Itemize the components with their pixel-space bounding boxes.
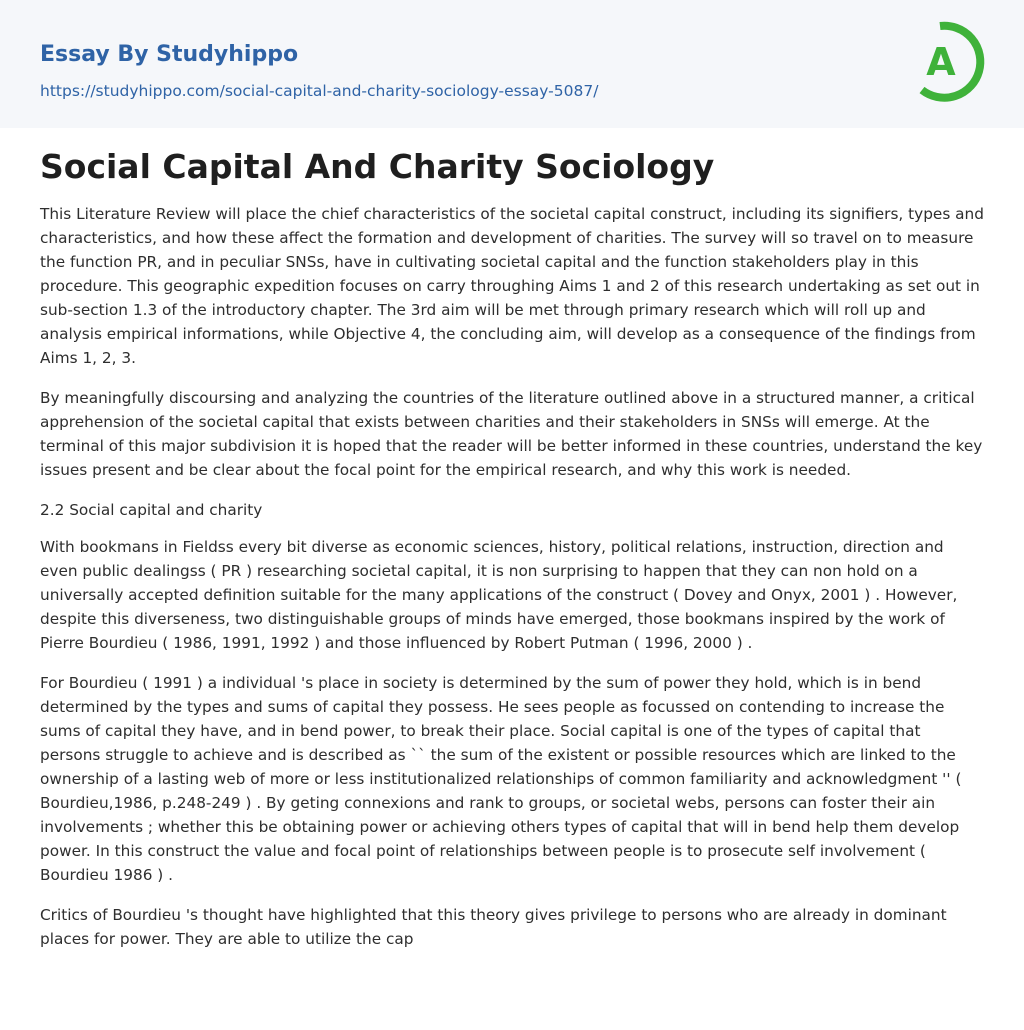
brand-title[interactable]: Essay By Studyhippo [40, 42, 299, 67]
paragraph: This Literature Review will place the chief characteristics of the societal capital construct, including its signifiers, types and characteristics, and how these affect the formation and development of charities. The survey will so travel on to measure the function PR, and in peculiar SNSs, have in cultivating societal capital and the function stakeholders play in this procedure. This geographic expedition focuses on carry throughing Aims 1 and 2 of this research undertaking as set out in sub-section 1.3 of the introductory chapter. The 3rd aim will be met through primary research which will roll up and analysis empirical informations, while Objective 4, the concluding aim, will develop as a consequence of the findings from Aims 1, 2, 3. [40, 205, 984, 367]
page-title: Social Capital And Charity Sociology [40, 147, 715, 186]
section-heading: 2.2 Social capital and charity [40, 501, 263, 519]
studyhippo-logo-icon[interactable] [916, 18, 986, 104]
paragraph: With bookmans in Fieldss every bit diverse as economic sciences, history, political relations, instruction, direction and even public dealingss ( PR ) researching societal capital, it is non surprising to happen that they can non hold on a universally accepted definition suitable for the many applications of the construct ( Dovey and Onyx, 2001 ) . However, despite this diverseness, two distinguishable groups of minds have emerged, those bookmans inspired by the work of Pierre Bourdieu ( 1986, 1991, 1992 ) and those influenced by Robert Putman ( 1996, 2000 ) . [40, 538, 958, 652]
essay-url-link[interactable]: https://studyhippo.com/social-capital-and-charity-sociology-essay-5087/ [40, 82, 599, 100]
paragraph: By meaningfully discoursing and analyzing the countries of the literature outlined above in a structured manner, a critical apprehension of the societal capital that exists between charities and their stakeholders in SNSs will emerge. At the terminal of this major subdivision it is hoped that the reader will be better informed in these countries, understand the key issues present and be clear about the focal point for the empirical research, and why this work is needed. [40, 389, 983, 479]
paragraph: Critics of Bourdieu 's thought have highlighted that this theory gives privilege to persons who are already in dominant places for power. They are able to utilize the cap [40, 906, 947, 948]
paragraph: For Bourdieu ( 1991 ) a individual 's place in society is determined by the sum of power they hold, which is in bend determined by the types and sums of capital they possess. He sees people as focussed on contending to increase the sums of capital they have, and in bend power, to break their place. Social capital is one of the types of capital that persons struggle to achieve and is described as `` the sum of the existent or possible resources which are linked to the ownership of a lasting web of more or less institutionalized relationships of common familiarity and acknowledgment '' ( Bourdieu,1986, p.248-249 ) . By geting connexions and rank to groups, or societal webs, persons can foster their ain involvements ; whether this be obtaining power or achieving others types of capital that will in bend help them develop power. In this construct the value and focal point of relationships between people is to prosecute self involvement ( Bourdieu 1986 ) . [40, 674, 962, 884]
logo-letter: A [926, 40, 956, 84]
site-header [0, 0, 1024, 128]
article-content [0, 128, 1024, 951]
